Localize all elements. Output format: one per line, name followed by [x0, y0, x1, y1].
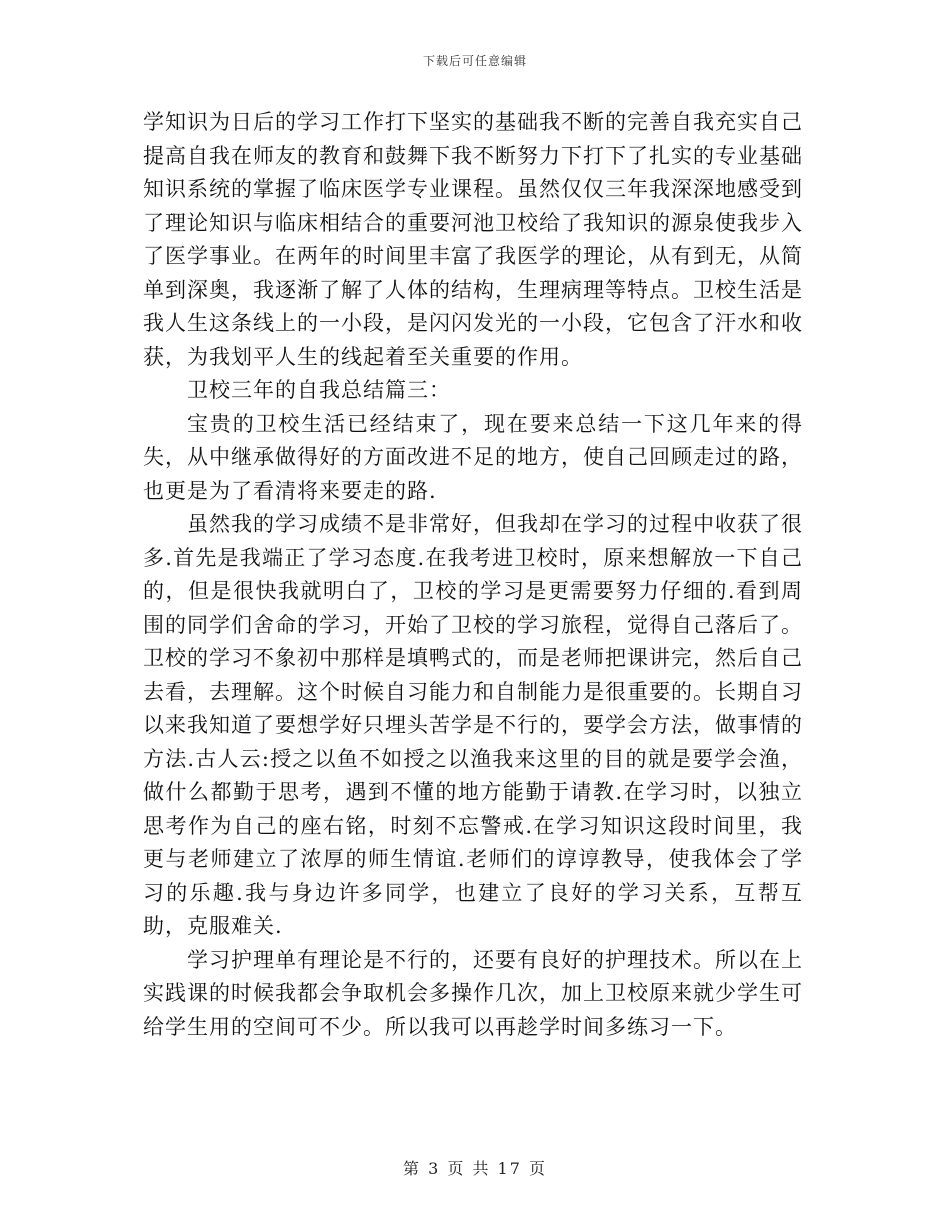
paragraph-study-attitude: 虽然我的学习成绩不是非常好，但我却在学习的过程中收获了很多.首先是我端正了学习态度.在我考进卫校时，原来想解放一下自己的，但是很快我就明白了，卫校的学习是更需要努力仔细的.看到周围的同学们舍命的学习，开始了卫校的学习旅程，觉得自己落后了。卫校的学习不象初中那样是填鸭式的，而是老师把课讲完，然后自己去看，去理解。这个时候自习能力和自制能力是很重要的。长期自习以来我知道了要想学好只埋头苦学是不行的，要学会方法，做事情的方法.古人云:授之以鱼不如授之以渔我来这里的目的就是要学会渔，做什么都勤于思考，遇到不懂的地方能勤于请教.在学习时，以独立思考作为自己的座右铭，时刻不忘警戒.在学习知识这段时间里，我更与老师建立了浓厚的师生情谊.老师们的谆谆教导，使我体会了学习的乐趣.我与身边许多同学，也建立了良好的学习关系，互帮互助，克服难关. — [143, 512, 803, 938]
page-number: 第 3 页 共 17 页 — [403, 1159, 547, 1178]
document-body — [143, 106, 803, 1044]
page-header: 下载后可任意编辑 — [422, 54, 527, 68]
paragraph-intro: 宝贵的卫校生活已经结束了，现在要来总结一下这几年来的得失，从中继承做得好的方面改进不足的地方，使自己回顾走过的路，也更是为了看清将来要走的路. — [143, 411, 803, 503]
paragraph-nursing-practice: 学习护理单有理论是不行的，还要有良好的护理技术。所以在上实践课的时候我都会争取机会多操作几次，加上卫校原来就少学生可给学生用的空间可不少。所以我可以再趁学时间多练习一下。 — [143, 947, 803, 1039]
paragraph-continuation: 学知识为日后的学习工作打下坚实的基础我不断的完善自我充实自己提高自我在师友的教育和鼓舞下我不断努力下打下了扎实的专业基础知识系统的掌握了临床医学专业课程。虽然仅仅三年我深深地感受到了理论知识与临床相结合的重要河池卫校给了我知识的源泉使我步入了医学事业。在两年的时间里丰富了我医学的理论，从有到无，从简单到深奥，我逐渐了解了人体的结构，生理病理等特点。卫校生活是我人生这条线上的一小段，是闪闪发光的一小段，它包含了汗水和收获，为我划平人生的线起着至关重要的作用。 — [143, 110, 803, 369]
section-heading: 卫校三年的自我总结篇三： — [187, 378, 451, 402]
